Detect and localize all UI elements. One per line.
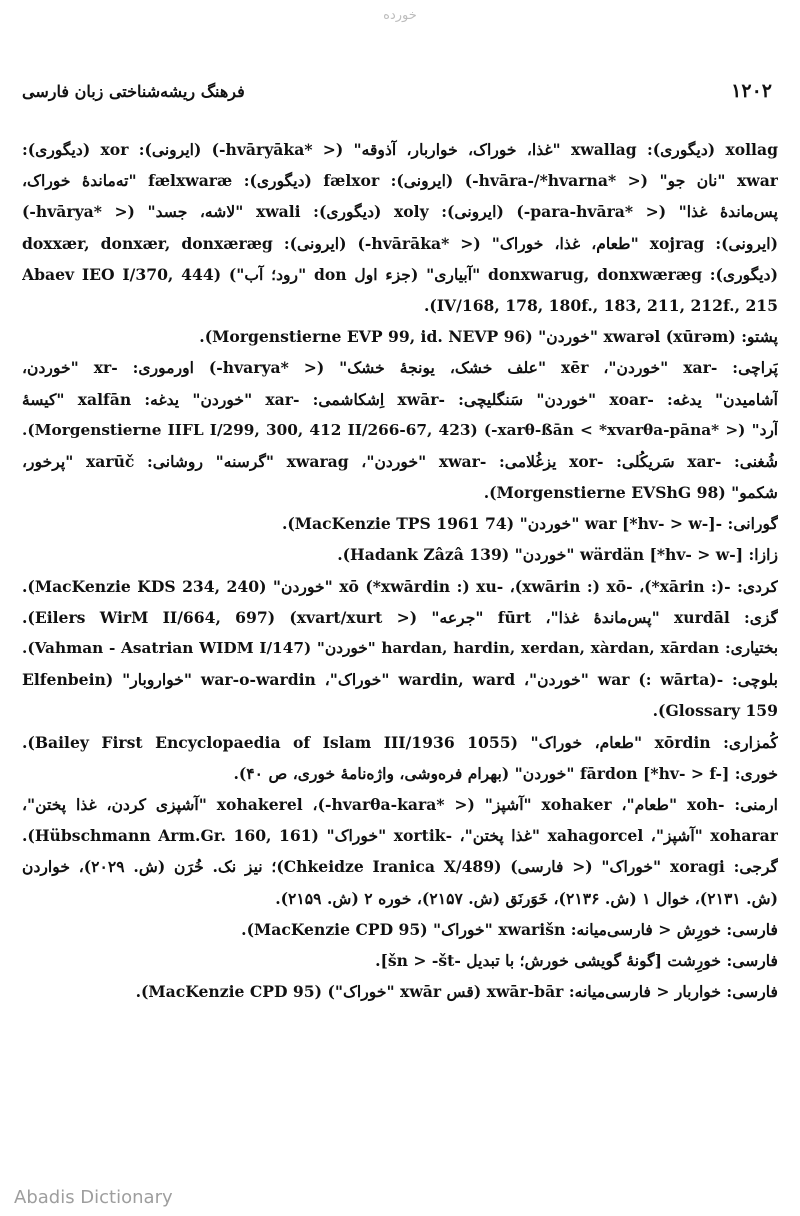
entry-line: کُمزاری: xōrdin "طعام، خوراک" (Bailey First Encyclopaedia of Islam III/1936 1055). [22, 732, 778, 752]
entry-line: پَراچی: -xar "خوردن"، xēr "علف خشک، یونجهٔ خشک" (< *hvarya-) اورموری: -xr "خوردن، [22, 358, 778, 378]
entry-line: IV/168, 178, 180f., 183, 211, 212f., 215). [423, 295, 778, 315]
entry-line: فارسی: خواربار < فارسی‌میانه: xwār-bār (قس xwār "خوراک") (MacKenzie CPD 95). [135, 982, 778, 1002]
entry-line: شُغنی: -xar سَریکُلی: -xor یزغُلامی: -xwar "خوردن"، xwarag "گرسنه" روشانی: xarūč "پرخور، [22, 451, 778, 471]
top-word: خورده [383, 8, 417, 23]
book-title: فرهنگ ریشه‌شناختی زبان فارسی [22, 82, 245, 101]
entry-line: xollag (دیگوری): xwallag "غذا، خوراک، خواربار، آذوقه" (< *hvāryāka-) (ایرونی): xor (دیگوری): [22, 140, 778, 159]
entry-line: بختیاری: hardan, hardin, xerdan, xàrdan, xārdan "خوردن" (Vahman - Asatrian WIDM I/147). [22, 639, 778, 657]
entry-line: گورانی: -war [*hv- > w-] "خوردن" (MacKenzie TPS 1961 74). [281, 514, 778, 534]
entry-line: زازا: wärdän [*hv- > w-] "خوردن" (Hadank Zâzâ 139). [337, 545, 778, 565]
entry-body [22, 134, 778, 1007]
entry-line: (ش. ۲۱۳۱)، خوال ۱ (ش. ۲۱۳۶)، خَوَرنَق (ش. ۲۱۵۷)، خوره ۲ (ش. ۲۱۵۹). [275, 888, 778, 908]
entry-line: فارسی: خورِشت [گونهٔ گویشی خورش؛ با تبدیل -šn > -št]. [375, 950, 778, 970]
entry-line: xoharar "آشپز"، xahagorcel "غذا پختن"، -xortik "خوراک" (Hübschmann Arm.Gr. 160, 161). [22, 826, 778, 846]
entry-line: کردی: -xō (*xwārdin :) xu- ،(xwārin :) xō- ،(*xārin :) "خوردن" (MacKenzie KDS 234, 240). [22, 576, 778, 596]
entry-line: آرد" (< *xarθ-ßān < *xvarθa-pāna-) (Morgenstierne IIFL I/299, 300, 412 II/266-67, 423). [22, 420, 778, 439]
entry-line: شکمو" (Morgenstierne EVShG 98). [483, 483, 778, 503]
entry-line: ارمنی: -xoh "طعام"، xohaker "آشپز" (< *hvarθa-kara-)، xohakerel "آشپزی کردن، غذا پختن"، [22, 794, 778, 814]
entry-line: پس‌ماندهٔ غذا" (< *para-hvāra-) (ایرونی): xoly (دیگوری): xwali "لاشه، جسد" (< *hvārya-) [22, 202, 778, 222]
watermark: Abadis Dictionary [14, 1187, 173, 1208]
running-head [22, 82, 772, 108]
entry-line: (ایرونی): xojrag "طعام، غذا، خوراک" (< *hvārāka-) (ایرونی): doxxær, donxær, donxæræg [22, 233, 778, 253]
entry-line: بلوچی: -war (: wārta) "خوردن"، wardin, ward "خوراک"، war-o-wardin "خواروبار" (Elfenbein [22, 670, 778, 690]
page-number: ۱۲۰۲ [731, 80, 772, 102]
entry-line: آشامیدن" یدغه: -xoar "خوردن" سَنگلیچی: -xwār اِشکاشمی: -xar "خوردن" یدغه: xalfān "کیسهٔ [22, 389, 778, 409]
entry-line: پشتو: xwarəl (xūrəm) "خوردن" (Morgenstierne EVP 99, id. NEVP 96). [199, 327, 778, 347]
entry-line: (دیگوری): donxwarug, donxwæræg "آبیاری" (جزء اول don "رود؛ آب") (Abaev IEO I/370, 444 [22, 264, 778, 284]
entry-line: گرجی: xoragi "خوراک" (< فارسی) (Chkeidze Iranica X/489)؛ نیز نک. خُرَن (ش. ۲۰۲۹)، خواردن [22, 857, 778, 877]
entry-line: Glossary 159). [652, 701, 778, 721]
entry-line: خوری: fārdon [*hv- > f-] "خوردن" (بهرام فره‌وشی، واژه‌نامهٔ خوری، ص ۴۰). [233, 763, 778, 783]
entry-line: گزی: xurdāl "پس‌ماندهٔ غذا"، fūrt "جرعه" (< xvart/xurt) (Eilers WirM II/664, 697). [22, 607, 778, 627]
entry-line: فارسی: خورِش < فارسی‌میانه: xwarišn "خوراک" (MacKenzie CPD 95). [241, 919, 778, 939]
entry-line: xwar "نان جو" (< *hvāra-/*hvarna-) (ایرونی): fælxor (دیگوری): fælxwaræ "ته‌ماندهٔ خوراک، [22, 171, 778, 191]
